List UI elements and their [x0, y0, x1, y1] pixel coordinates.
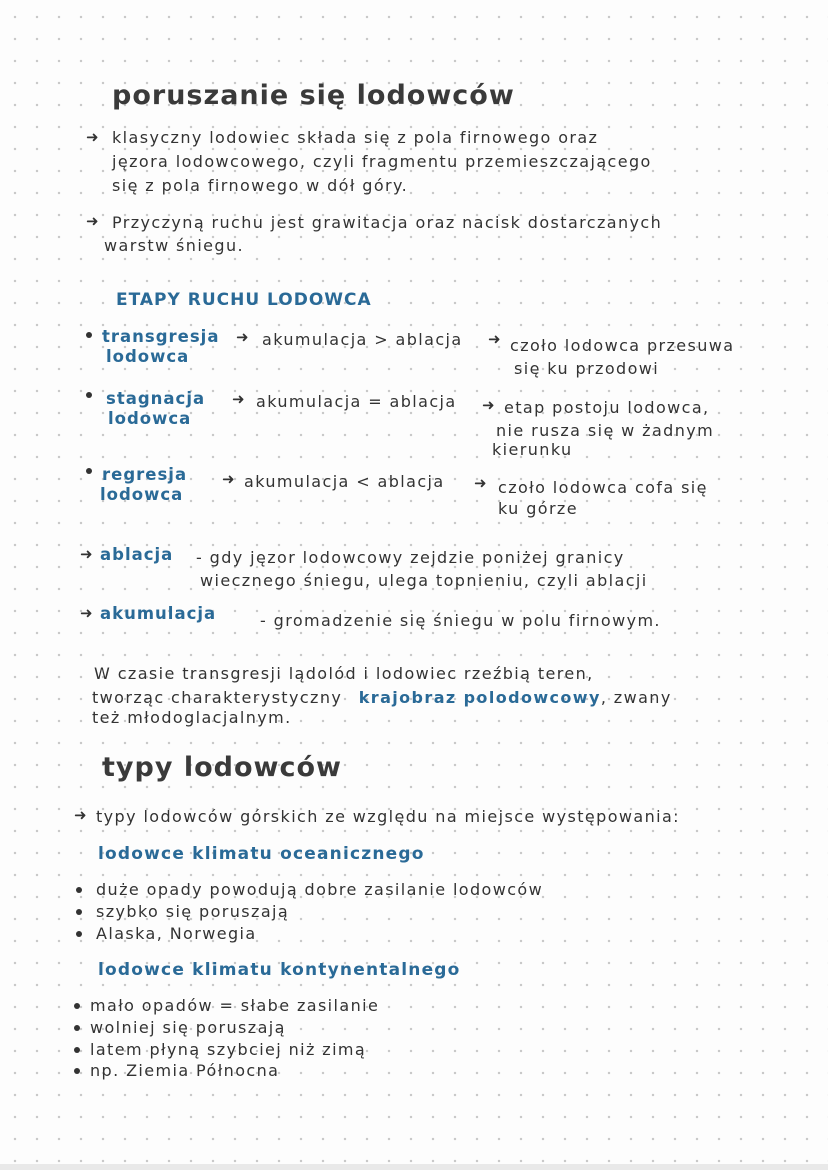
bullet-icon — [74, 1003, 80, 1009]
term-akumulacja: akumulacja — [100, 604, 217, 623]
definition-line: - gromadzenie się śniegu w polu firnowym. — [260, 611, 661, 630]
stage-name: transgresja — [102, 327, 220, 346]
list-item: duże opady powodują dobre zasilanie lodowców — [96, 880, 544, 899]
stage-name: lodowca — [106, 347, 190, 366]
stage-transgresja — [86, 326, 786, 386]
bullet-icon — [86, 468, 92, 474]
paragraph-line: W czasie transgresji lądolód i lodowiec rzeźbią teren, — [94, 664, 594, 683]
list-item: mało opadów = słabe zasilanie — [90, 996, 380, 1015]
arrow-right-icon: ➜ — [488, 330, 501, 348]
arrow-right-icon: ➜ — [86, 128, 99, 146]
bullet-icon — [86, 392, 92, 398]
page-title: poruszanie się lodowców — [112, 80, 515, 111]
arrow-right-icon: ➜ — [236, 328, 249, 346]
stages-heading: ETAPY RUCHU LODOWCA — [116, 290, 372, 310]
stage-relation: akumulacja = ablacja — [256, 392, 457, 411]
bullet-icon — [74, 1025, 80, 1031]
stage-effect: czoło lodowca przesuwa — [510, 336, 735, 355]
paragraph-text: tworząc charakterystyczny — [92, 688, 343, 707]
stage-effect: kierunku — [492, 440, 573, 459]
stage-relation: akumulacja < ablacja — [244, 472, 445, 491]
stage-effect: się ku przodowi — [514, 359, 660, 378]
list-item: wolniej się poruszają — [90, 1018, 286, 1037]
stage-name: lodowca — [108, 409, 192, 428]
term-ablacja: ablacja — [100, 545, 174, 564]
oceanic-heading: lodowce klimatu oceanicznego — [98, 844, 425, 864]
continental-list — [74, 996, 774, 1086]
section-intro: typy lodowców górskich ze względu na miejsce występowania: — [96, 807, 680, 826]
arrow-right-icon: ➜ — [222, 470, 235, 488]
highlight-term: krajobraz polodowcowy — [358, 688, 601, 707]
stage-relation: akumulacja > ablacja — [262, 330, 463, 349]
list-item: latem płyną szybciej niż zimą — [90, 1040, 367, 1059]
arrow-right-icon: ➜ — [474, 474, 487, 492]
paragraph-line: klasyczny lodowiec składa się z pola firnowego oraz — [112, 128, 599, 147]
arrow-right-icon: ➜ — [232, 390, 245, 408]
oceanic-list — [76, 880, 776, 950]
bullet-icon — [76, 931, 82, 937]
bullet-icon — [74, 1068, 80, 1074]
continental-heading: lodowce klimatu kontynentalnego — [98, 960, 461, 980]
stage-stagnacja — [86, 388, 786, 458]
paragraph-line: Przyczyną ruchu jest grawitacja oraz nacisk dostarczanych — [112, 213, 663, 232]
stage-regresja — [86, 464, 786, 524]
stage-name: regresja — [102, 465, 188, 484]
paragraph-line: warstw śniegu. — [104, 236, 244, 255]
stage-effect: etap postoju lodowca, — [504, 398, 710, 417]
bullet-icon — [76, 887, 82, 893]
paragraph-text: , zwany — [600, 688, 672, 707]
stage-effect: czoło lodowca cofa się — [498, 478, 708, 497]
arrow-right-icon: ➜ — [86, 212, 99, 230]
stage-name: lodowca — [100, 485, 184, 504]
stage-effect: ku górze — [498, 499, 578, 518]
paragraph-line: też młodoglacjalnym. — [92, 708, 292, 727]
bullet-icon — [76, 909, 82, 915]
section-title: typy lodowców — [102, 752, 342, 783]
arrow-right-icon: ➜ — [80, 545, 93, 563]
arrow-right-icon: ➜ — [80, 604, 93, 622]
definition-line: wiecznego śniegu, ulega topnieniu, czyli ablacji — [200, 571, 648, 590]
list-item: np. Ziemia Północna — [90, 1061, 280, 1080]
list-item: szybko się poruszają — [96, 902, 290, 921]
bullet-icon — [74, 1047, 80, 1053]
stage-name: stagnacja — [106, 389, 206, 408]
paragraph-line: jęzora lodowcowego, czyli fragmentu przemieszczającego — [112, 152, 652, 171]
definition-line: - gdy jęzor lodowcowy zejdzie poniżej granicy — [196, 548, 625, 567]
list-item: Alaska, Norwegia — [96, 924, 257, 943]
paragraph-line: się z pola firnowego w dół góry. — [112, 176, 409, 195]
page-edge — [0, 1164, 828, 1170]
bullet-icon — [86, 332, 92, 338]
arrow-right-icon: ➜ — [74, 806, 87, 824]
stage-effect: nie rusza się w żadnym — [496, 421, 715, 440]
paragraph-line — [92, 688, 672, 708]
arrow-right-icon: ➜ — [482, 396, 495, 414]
